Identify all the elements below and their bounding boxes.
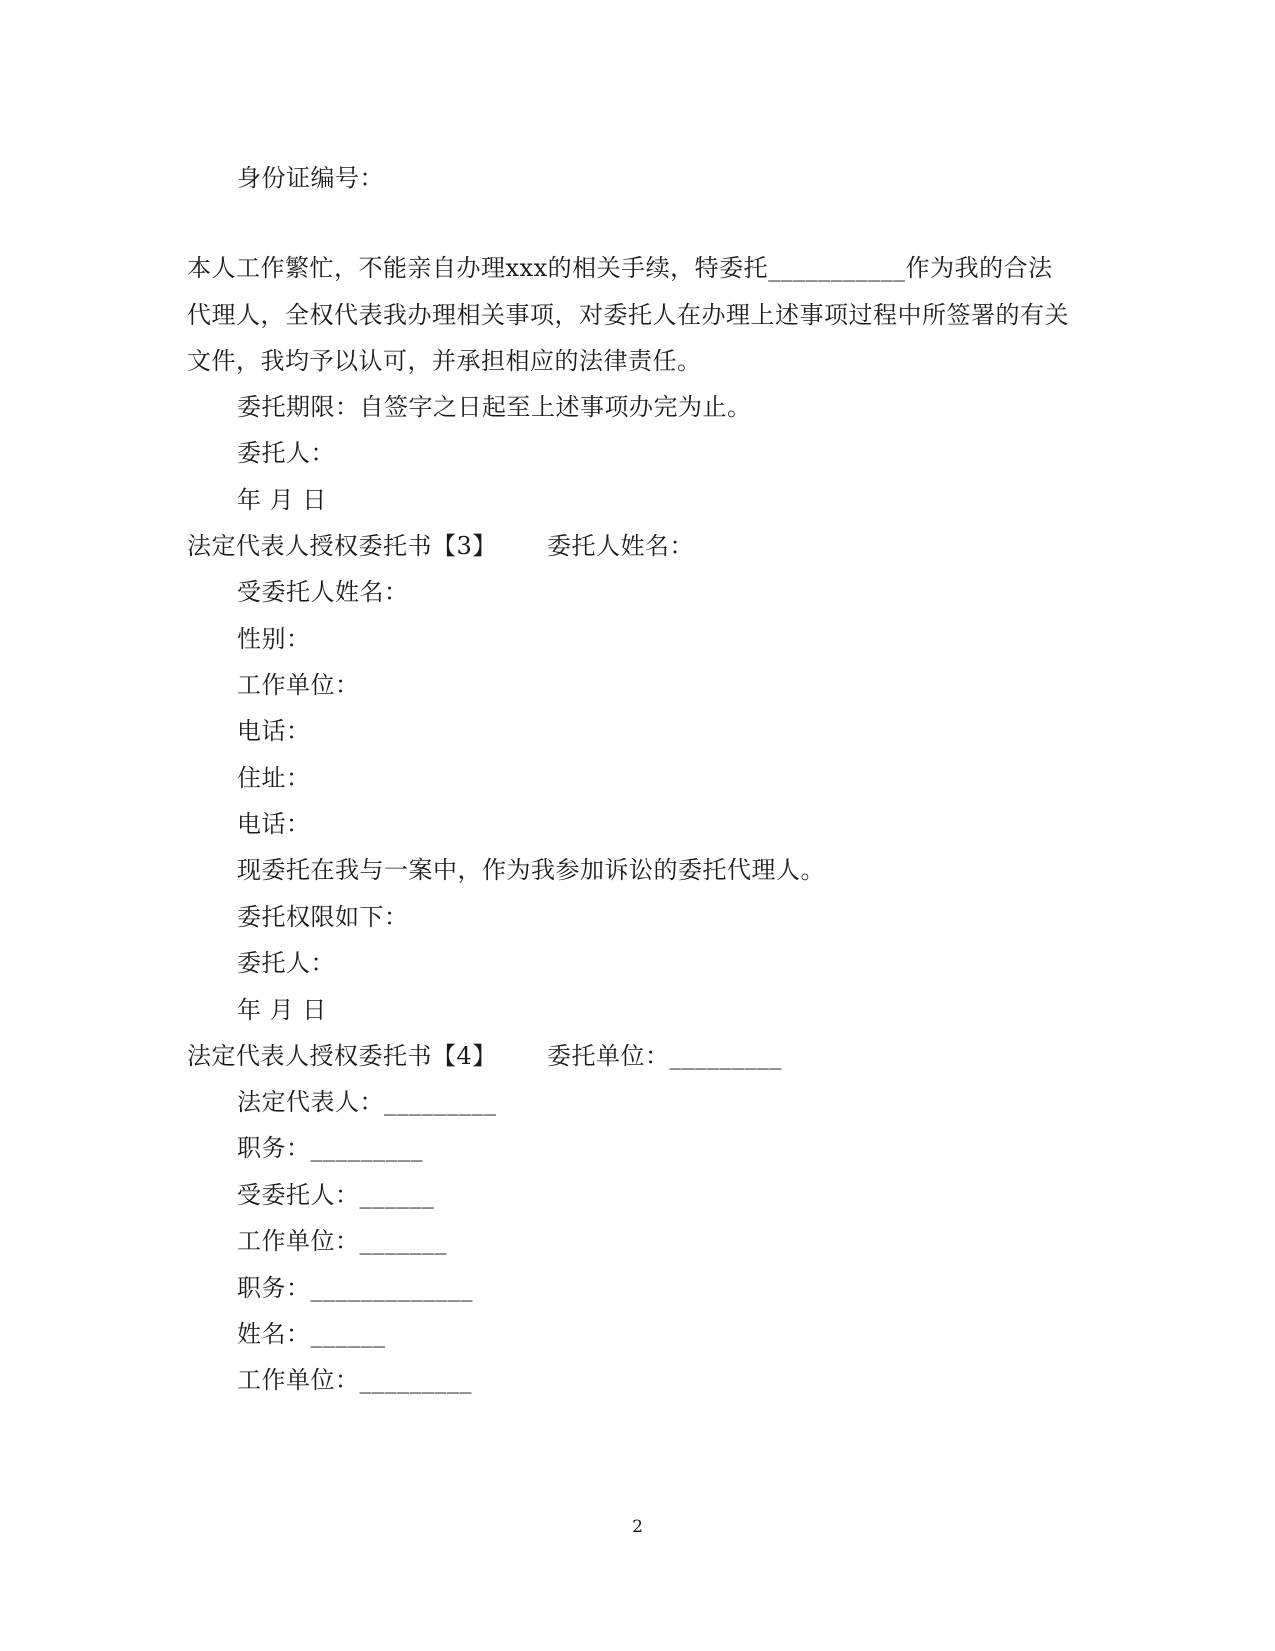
phone-line: 电话： (237, 810, 311, 838)
principal-name-line: 委托人姓名： (547, 532, 694, 560)
case-statement-line: 现委托在我与一案中，作为我参加诉讼的委托代理人。 (237, 856, 825, 884)
phone-line: 电话： (237, 717, 311, 745)
paragraph-line: 本人工作繁忙，不能亲自办理xxx的相关手续，特委托___________作为我的合法 (187, 254, 1053, 282)
entrusting-unit-line: 委托单位：_________ (547, 1042, 782, 1070)
position-line: 职务：_____________ (237, 1274, 473, 1302)
term-line: 委托期限：自签字之日起至上述事项办完为止。 (237, 393, 752, 421)
section-heading-row (187, 1041, 1087, 1071)
page-number: 2 (632, 1517, 643, 1537)
agent-name-line: 受委托人姓名： (237, 578, 409, 606)
work-unit-line: 工作单位： (237, 671, 360, 699)
work-unit-line: 工作单位：_________ (237, 1366, 472, 1394)
position-line: 职务：_________ (237, 1134, 423, 1162)
authority-line: 委托权限如下： (237, 903, 409, 931)
date-line: 年 月 日 (237, 486, 327, 514)
section-heading-row (187, 531, 1087, 561)
legal-rep-line: 法定代表人：_________ (237, 1088, 497, 1116)
principal-line: 委托人： (237, 439, 335, 467)
agent-line: 受委托人：______ (237, 1181, 435, 1209)
work-unit-line: 工作单位：_______ (237, 1227, 447, 1255)
date-line: 年 月 日 (237, 996, 327, 1024)
paragraph-line: 文件，我均予以认可，并承担相应的法律责任。 (187, 347, 702, 375)
name-line: 姓名：______ (237, 1320, 386, 1348)
gender-line: 性别： (237, 625, 311, 653)
id-number-line: 身份证编号： (237, 164, 384, 192)
paragraph-line: 代理人，全权代表我办理相关事项，对委托人在办理上述事项过程中所签署的有关 (187, 301, 1069, 329)
section-title: 法定代表人授权委托书【3】 (187, 532, 497, 560)
principal-line: 委托人： (237, 949, 335, 977)
address-line: 住址： (237, 764, 311, 792)
section-title: 法定代表人授权委托书【4】 (187, 1042, 497, 1070)
